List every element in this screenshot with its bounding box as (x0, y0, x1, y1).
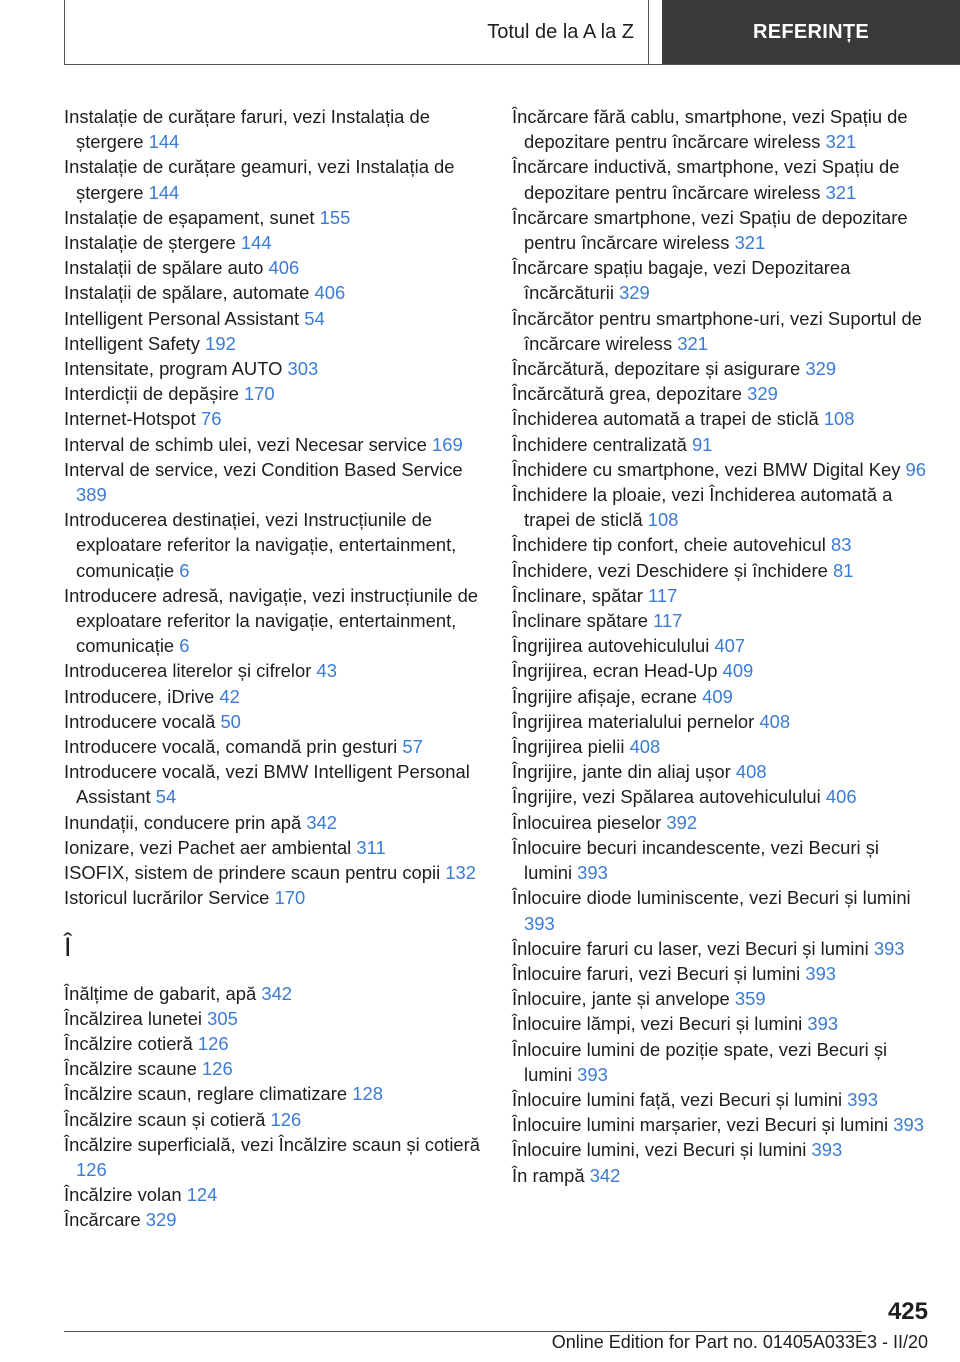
index-entry (512, 205, 928, 255)
index-entry (64, 356, 482, 381)
index-entry-page-link[interactable]: 408 (629, 736, 661, 758)
index-entry-term: Înlocuire, jante și anvelope (512, 988, 730, 1010)
index-entry-term: Instalație de curățare geamuri, vezi Instalația de ștergere (64, 156, 455, 203)
letter-heading: Î (64, 931, 72, 962)
index-entry-page-link[interactable]: 406 (268, 257, 300, 279)
index-entry-page-link[interactable]: 408 (759, 710, 791, 732)
index-entry-term: Încărcătură grea, depozitare (512, 383, 743, 405)
index-entry-term: Încălzire scaun, reglare climatizare (64, 1083, 348, 1105)
index-entry-page-link[interactable]: 342 (261, 982, 293, 1004)
index-entry-term: Închidere tip confort, cheie autovehicul (512, 534, 826, 556)
index-entry (64, 507, 482, 583)
index-entry-term: Înlocuire lămpi, vezi Becuri și lumini (512, 1013, 803, 1035)
index-entry (512, 734, 928, 759)
index-entry-page-link[interactable]: 54 (304, 307, 325, 329)
index-entry-page-link[interactable]: 342 (306, 811, 338, 833)
index-entry-page-link[interactable]: 393 (524, 912, 555, 934)
index-entry-page-link[interactable]: 54 (155, 786, 177, 808)
index-entry (512, 986, 928, 1011)
index-entry-page-link[interactable]: 407 (714, 635, 746, 657)
index-entry-page-link[interactable]: 117 (653, 610, 683, 632)
index-entry-term: Închiderea automată a trapei de sticlă (512, 408, 819, 430)
index-entry-page-link[interactable]: 321 (734, 232, 766, 254)
index-entry-term: Inundații, conducere prin apă (64, 811, 302, 833)
index-entry-term: Încălzire cotieră (64, 1032, 193, 1054)
index-entry-term: Înlocuire diode luminiscente, vezi Becuri și lumini (512, 887, 911, 909)
index-entry-page-link[interactable]: 126 (76, 1158, 107, 1180)
index-entry (512, 356, 928, 381)
index-entry (64, 981, 482, 1006)
index-entry (64, 709, 482, 734)
index-entry-page-link[interactable]: 126 (202, 1058, 233, 1080)
index-entry-term: Închidere, vezi Deschidere și închidere (512, 559, 828, 581)
index-entry (512, 709, 928, 734)
index-entry-term: Internet-Hotspot (64, 408, 196, 430)
index-entry-term: Încărcare inductivă, smartphone, vezi Spațiu de depozitare pentru încărcare wireless (512, 156, 900, 203)
index-entry-page-link[interactable]: 393 (577, 1063, 608, 1085)
index-entry (64, 1081, 482, 1106)
index-entry (512, 835, 928, 885)
index-entry-term: Înlocuire lumini de poziție spate, vezi Becuri și lumini (512, 1038, 888, 1085)
index-entry-term: Instalație de ștergere (64, 232, 236, 254)
index-entry-term: Îngrijire, jante din aliaj ușor (512, 761, 731, 783)
index-entry-page-link[interactable]: 321 (677, 332, 709, 354)
index-entry (512, 306, 928, 356)
index-entry (64, 810, 482, 835)
index-entry-term: Îngrijirea autovehiculului (512, 635, 710, 657)
index-entry-term: Înclinare, spătar (512, 584, 643, 606)
index-entry (64, 835, 482, 860)
index-entry (512, 658, 928, 683)
index-entry (512, 457, 928, 482)
index-entry (64, 104, 482, 154)
index-entry-page-link[interactable]: 96 (905, 458, 926, 480)
index-entry (64, 230, 482, 255)
index-entry-term: Încărcare spațiu bagaje, vezi Depozitarea încărcăturii (512, 257, 851, 304)
index-entry-page-link[interactable]: 124 (186, 1184, 218, 1206)
index-entry (64, 280, 482, 305)
index-entry-page-link[interactable]: 170 (243, 383, 275, 405)
index-entry-page-link[interactable]: 170 (274, 887, 306, 909)
index-entry-page-link[interactable]: 393 (811, 1139, 843, 1161)
index-entry-term: Încălzire scaune (64, 1058, 197, 1080)
index-entry-term: Istoricul lucrărilor Service (64, 887, 270, 909)
index-entry-page-link[interactable]: 393 (577, 862, 608, 884)
index-entry-page-link[interactable]: 305 (207, 1007, 238, 1029)
index-entry-page-link[interactable]: 329 (145, 1209, 177, 1231)
index-entry-page-link[interactable]: 321 (825, 181, 857, 203)
index-entry-term: Înlocuirea pieselor (512, 811, 662, 833)
index-entry-page-link[interactable]: 303 (287, 358, 319, 380)
index-entry-page-link[interactable]: 57 (402, 736, 423, 758)
index-entry (64, 1056, 482, 1081)
index-entry (512, 406, 928, 431)
index-entry-page-link[interactable]: 393 (805, 962, 837, 984)
index-entry (64, 1031, 482, 1056)
index-entry (512, 784, 928, 809)
index-entry-page-link[interactable]: 321 (825, 131, 857, 153)
index-entry (512, 532, 928, 557)
page-number: 425 (887, 1298, 928, 1325)
index-entry (64, 860, 482, 885)
index-entry (512, 255, 928, 305)
index-entry (64, 432, 482, 457)
index-entry-term: Interval de service, vezi Condition Based Service (64, 458, 463, 480)
index-entry-term: În rampă (512, 1164, 585, 1186)
index-entry-term: Ionizare, vezi Pachet aer ambiental (64, 836, 352, 858)
index-entry-page-link[interactable]: 108 (647, 509, 679, 531)
index-entry-page-link[interactable]: 329 (747, 383, 778, 405)
index-entry (64, 154, 482, 204)
index-entry-term: Introducere vocală (64, 710, 216, 732)
index-entry (512, 759, 928, 784)
chapter-title: Totul de la A la Z (487, 20, 634, 43)
index-entry (64, 331, 482, 356)
header-divider (64, 64, 960, 65)
index-entry (64, 759, 482, 809)
index-entry-term: Încărcare (64, 1209, 141, 1231)
index-entry-page-link[interactable]: 91 (691, 433, 713, 455)
index-entry-page-link[interactable]: 406 (825, 786, 857, 808)
index-entry (512, 810, 928, 835)
index-entry (512, 961, 928, 986)
index-entry (64, 583, 482, 659)
index-entry-page-link[interactable]: 83 (830, 534, 852, 556)
index-entry (512, 684, 928, 709)
index-entry (64, 1207, 482, 1232)
index-entry-term: Înlocuire lumini față, vezi Becuri și lumini (512, 1088, 843, 1110)
section-tab (662, 0, 960, 65)
index-entry-term: Închidere cu smartphone, vezi BMW Digital Key (512, 458, 901, 480)
index-entry (64, 205, 482, 230)
index-entry-term: Încărcătură, depozitare și asigurare (512, 358, 801, 380)
index-entry-page-link[interactable]: 81 (833, 559, 854, 581)
index-entry-page-link[interactable]: 393 (893, 1114, 924, 1136)
index-entry-term: Încărcare fără cablu, smartphone, vezi Spațiu de depozitare pentru încărcare wireless (512, 106, 908, 153)
index-entry (64, 306, 482, 331)
index-entry-page-link[interactable]: 126 (197, 1032, 229, 1054)
index-entry (64, 684, 482, 709)
index-entry-term: Încălzirea lunetei (64, 1007, 203, 1029)
index-entry-page-link[interactable]: 50 (220, 710, 241, 732)
index-entry (64, 457, 482, 507)
index-entry-term: Încălzire volan (64, 1184, 182, 1206)
index-entry-page-link[interactable]: 342 (589, 1164, 621, 1186)
index-entry-page-link[interactable]: 392 (666, 811, 698, 833)
index-entry-page-link[interactable]: 169 (431, 433, 463, 455)
index-entry-page-link[interactable]: 408 (735, 761, 767, 783)
index-entry-term: Închidere la ploaie, vezi Închiderea automată a trapei de sticlă (512, 484, 893, 531)
index-entry-term: Înlocuire lumini, vezi Becuri și lumini (512, 1139, 807, 1161)
index-entry-term: Îngrijirea, ecran Head-Up (512, 660, 718, 682)
index-entry-page-link[interactable]: 409 (702, 685, 733, 707)
index-entry (512, 1011, 928, 1036)
index-entry (512, 482, 928, 532)
index-entry (64, 734, 482, 759)
index-entry-term: Încălzire superficială, vezi Încălzire scaun și cotieră (64, 1133, 481, 1155)
index-entry-term: ISOFIX, sistem de prindere scaun pentru copii (64, 862, 441, 884)
index-entry (512, 936, 928, 961)
index-entry-page-link[interactable]: 409 (722, 660, 754, 682)
index-entry-page-link[interactable]: 132 (445, 862, 476, 884)
index-entry-page-link[interactable]: 126 (270, 1108, 302, 1130)
index-entry-term: Instalație de curățare faruri, vezi Instalația de ștergere (64, 106, 430, 153)
index-entry-page-link[interactable]: 6 (179, 635, 190, 657)
index-entry (512, 1037, 928, 1087)
index-entry-term: Înlocuire lumini marșarier, vezi Becuri și lumini (512, 1114, 889, 1136)
index-entry (64, 658, 482, 683)
index-entry-term: Îngrijirea materialului pernelor (512, 710, 755, 732)
index-entry-term: Introducere adresă, navigație, vezi instrucțiunile de exploatare referitor la navigație, entertainment, comunicație (64, 584, 479, 657)
index-entry-term: Încălzire scaun și cotieră (64, 1108, 266, 1130)
index-entry-term: Închidere centralizată (512, 433, 687, 455)
index-entry-term: Înlocuire faruri, vezi Becuri și lumini (512, 962, 801, 984)
index-entry (64, 1006, 482, 1031)
index-entry (64, 885, 482, 910)
index-entry-term: Intelligent Safety (64, 332, 200, 354)
index-entry-term: Încărcare smartphone, vezi Spațiu de depozitare pentru încărcare wireless (512, 206, 908, 254)
index-entry (64, 1182, 482, 1207)
index-entry-term: Îngrijirea pielii (512, 736, 625, 758)
index-entry-page-link[interactable]: 144 (148, 131, 180, 153)
index-entry (512, 1137, 928, 1162)
index-entry-page-link[interactable]: 329 (805, 358, 837, 380)
index-entry-page-link[interactable]: 42 (219, 685, 240, 707)
index-entry-page-link[interactable]: 329 (619, 282, 650, 304)
index-entry (512, 583, 928, 608)
index-entry (64, 255, 482, 280)
index-entry (512, 1087, 928, 1112)
index-entry-page-link[interactable]: 76 (201, 408, 222, 430)
index-entry-page-link[interactable]: 144 (240, 232, 272, 254)
index-entry-term: Instalații de spălare auto (64, 257, 264, 279)
index-entry-page-link[interactable]: 406 (314, 282, 346, 304)
index-entry-term: Intelligent Personal Assistant (64, 307, 300, 329)
index-entry-term: Introducere vocală, comandă prin gesturi (64, 736, 398, 758)
section-title: REFERINȚE (752, 21, 870, 43)
index-entry-term: Intensitate, program AUTO (64, 358, 283, 380)
index-column-left (64, 104, 482, 1233)
index-entry-page-link[interactable]: 117 (647, 584, 678, 606)
index-entry (512, 633, 928, 658)
index-entry (512, 432, 928, 457)
index-list-left (64, 104, 482, 911)
index-entry (512, 608, 928, 633)
index-entry-page-link[interactable]: 359 (734, 988, 766, 1010)
index-entry-page-link[interactable]: 389 (76, 484, 107, 506)
index-entry-page-link[interactable]: 128 (352, 1083, 383, 1105)
index-entry-term: Introducerea destinației, vezi Instrucțiunile de exploatare referitor la navigație, entertainment, comunicație (64, 509, 457, 581)
index-entry-term: Îngrijire, vezi Spălarea autovehiculului (512, 786, 821, 808)
index-entry (512, 154, 928, 204)
index-entry-term: Înclinare spătare (512, 610, 648, 632)
index-entry-term: Introducere vocală, vezi BMW Intelligent Personal Assistant (64, 761, 470, 808)
index-entry (64, 406, 482, 431)
index-list-left-after-heading (64, 981, 482, 1233)
index-column-right (512, 104, 928, 1188)
index-entry-page-link[interactable]: 6 (179, 559, 190, 581)
index-entry-term: Încărcător pentru smartphone-uri, vezi Suportul de încărcare wireless (512, 307, 922, 354)
index-entry-page-link[interactable]: 393 (807, 1013, 839, 1035)
footer-edition: Online Edition for Part no. 01405A033E3 - II/20 (551, 1332, 928, 1352)
index-entry (64, 381, 482, 406)
index-entry (512, 1112, 928, 1137)
index-entry-term: Instalație de eșapament, sunet (64, 206, 315, 228)
index-entry-term: Înălțime de gabarit, apă (64, 982, 257, 1004)
index-entry-term: Înlocuire becuri incandescente, vezi Becuri și lumini (512, 836, 879, 884)
index-entry (64, 1107, 482, 1132)
index-entry-term: Înlocuire faruri cu laser, vezi Becuri și lumini (512, 937, 869, 959)
index-entry-page-link[interactable]: 43 (316, 660, 337, 682)
index-entry-term: Introducerea literelor și cifrelor (64, 660, 312, 682)
index-entry (512, 1163, 928, 1188)
chapter-tab (64, 0, 649, 64)
index-entry-page-link[interactable]: 155 (319, 206, 351, 228)
index-entry (512, 381, 928, 406)
index-entry (512, 104, 928, 154)
index-entry-term: Introducere, iDrive (64, 685, 215, 707)
index-entry-term: Interval de schimb ulei, vezi Necesar service (64, 433, 427, 455)
index-entry-term: Instalații de spălare, automate (64, 282, 310, 304)
index-entry-page-link[interactable]: 108 (823, 408, 855, 430)
index-entry-page-link[interactable]: 393 (873, 937, 905, 959)
index-entry-term: Interdicții de depășire (64, 383, 239, 405)
index-entry (64, 1132, 482, 1182)
index-list-right (512, 104, 928, 1188)
index-entry-page-link[interactable]: 311 (356, 836, 386, 858)
index-entry-term: Îngrijire afișaje, ecrane (512, 685, 698, 707)
index-entry-page-link[interactable]: 144 (148, 181, 180, 203)
index-entry-page-link[interactable]: 192 (205, 332, 236, 354)
index-entry (512, 558, 928, 583)
index-entry (512, 885, 928, 935)
index-entry-page-link[interactable]: 393 (847, 1088, 878, 1110)
